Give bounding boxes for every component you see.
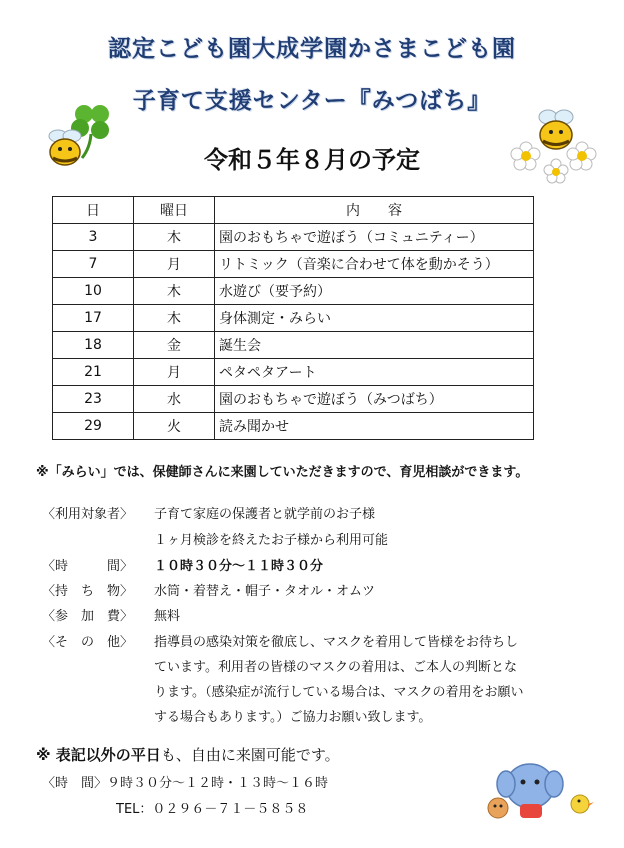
info-value: ります。（感染症が流行している場合は、マスクの着用をお願い bbox=[154, 685, 524, 700]
cell-weekday: 月 bbox=[134, 359, 215, 386]
info-value: 子育て家庭の保護者と就学前のお子様 bbox=[154, 507, 376, 522]
cell-day: 21 bbox=[53, 359, 134, 386]
info-other bbox=[42, 631, 518, 650]
open-hours: 〈時 間〉９時３０分～１２時・１３時～１６時 bbox=[42, 776, 329, 791]
cell-content: 誕生会 bbox=[215, 332, 534, 359]
cell-day: 17 bbox=[53, 305, 134, 332]
center-name-line2: 子育て支援センター『みつばち』 bbox=[132, 88, 492, 114]
cell-content: リトミック（音楽に合わせて体を動かそう） bbox=[215, 251, 534, 278]
table-row bbox=[53, 278, 534, 305]
column-header-content: 内 容 bbox=[215, 197, 534, 224]
cell-weekday: 木 bbox=[134, 278, 215, 305]
cell-content: 水遊び（要予約） bbox=[215, 278, 534, 305]
info-value: 水筒・着替え・帽子・タオル・オムツ bbox=[154, 584, 376, 599]
info-label: 〈時 間〉 bbox=[42, 559, 134, 574]
info-other-cont bbox=[42, 681, 523, 700]
cell-weekday: 火 bbox=[134, 413, 215, 440]
cell-day: 3 bbox=[53, 224, 134, 251]
cell-day: 29 bbox=[53, 413, 134, 440]
cell-weekday: 金 bbox=[134, 332, 215, 359]
table-row bbox=[53, 251, 534, 278]
cell-content: ペタペタアート bbox=[215, 359, 534, 386]
table-row bbox=[53, 413, 534, 440]
info-value: ています。利用者の皆様のマスクの着用は、ご本人の判断とな bbox=[154, 660, 517, 675]
cell-weekday: 木 bbox=[134, 224, 215, 251]
center-name-line1: 認定こども園大成学園かさまこども園 bbox=[108, 36, 516, 62]
weekday-notice bbox=[36, 744, 340, 765]
info-label: 〈持 ち 物〉 bbox=[42, 584, 134, 599]
info-other-cont bbox=[42, 656, 517, 675]
weekday-notice-suffix: も、自由に来園可能です。 bbox=[160, 746, 340, 764]
cell-content: 読み聞かせ bbox=[215, 413, 534, 440]
info-time bbox=[42, 555, 323, 574]
column-header-weekday: 曜日 bbox=[134, 197, 215, 224]
weekday-notice-prefix: ※ 表記以外の平日 bbox=[36, 746, 161, 764]
table-row bbox=[53, 224, 534, 251]
info-target bbox=[42, 503, 375, 522]
table-row bbox=[53, 332, 534, 359]
column-header-day: 日 bbox=[53, 197, 134, 224]
info-fee bbox=[42, 605, 180, 624]
cell-weekday: 月 bbox=[134, 251, 215, 278]
page-title: 令和５年８月の予定 bbox=[204, 146, 420, 174]
cell-content: 身体測定・みらい bbox=[215, 305, 534, 332]
cell-content: 園のおもちゃで遊ぼう（みつばち） bbox=[215, 386, 534, 413]
info-label: 〈利用対象者〉 bbox=[42, 507, 134, 522]
phone-number: TEL：０２９６－７１－５８５８ bbox=[116, 802, 309, 817]
info-target-cont bbox=[42, 529, 388, 548]
info-label: 〈参 加 費〉 bbox=[42, 609, 134, 624]
cell-content: 園のおもちゃで遊ぼう（コミュニティー） bbox=[215, 224, 534, 251]
table-row bbox=[53, 386, 534, 413]
cell-weekday: 木 bbox=[134, 305, 215, 332]
info-value: １０時３０分～１１時３０分 bbox=[154, 559, 324, 574]
table-row bbox=[53, 305, 534, 332]
animal-friends-illustration bbox=[484, 756, 596, 826]
info-value: １ヶ月検診を終えたお子様から利用可能 bbox=[154, 533, 389, 548]
info-other-cont bbox=[42, 706, 431, 725]
table-header-row bbox=[53, 197, 534, 224]
table-row bbox=[53, 359, 534, 386]
cell-day: 10 bbox=[53, 278, 134, 305]
info-value: する場合もあります。）ご協力お願い致します。 bbox=[154, 710, 432, 725]
cell-day: 18 bbox=[53, 332, 134, 359]
cell-weekday: 水 bbox=[134, 386, 215, 413]
info-label: 〈そ の 他〉 bbox=[42, 635, 134, 650]
info-value: 無料 bbox=[154, 609, 181, 624]
schedule-table bbox=[52, 196, 534, 440]
info-value: 指導員の感染対策を徹底し、マスクを着用して皆様をお待ちし bbox=[154, 635, 519, 650]
info-items bbox=[42, 580, 375, 599]
cell-day: 23 bbox=[53, 386, 134, 413]
cell-day: 7 bbox=[53, 251, 134, 278]
consultation-note: ※「みらい」では、保健師さんに来園していただきますので、育児相談ができます。 bbox=[36, 465, 529, 480]
